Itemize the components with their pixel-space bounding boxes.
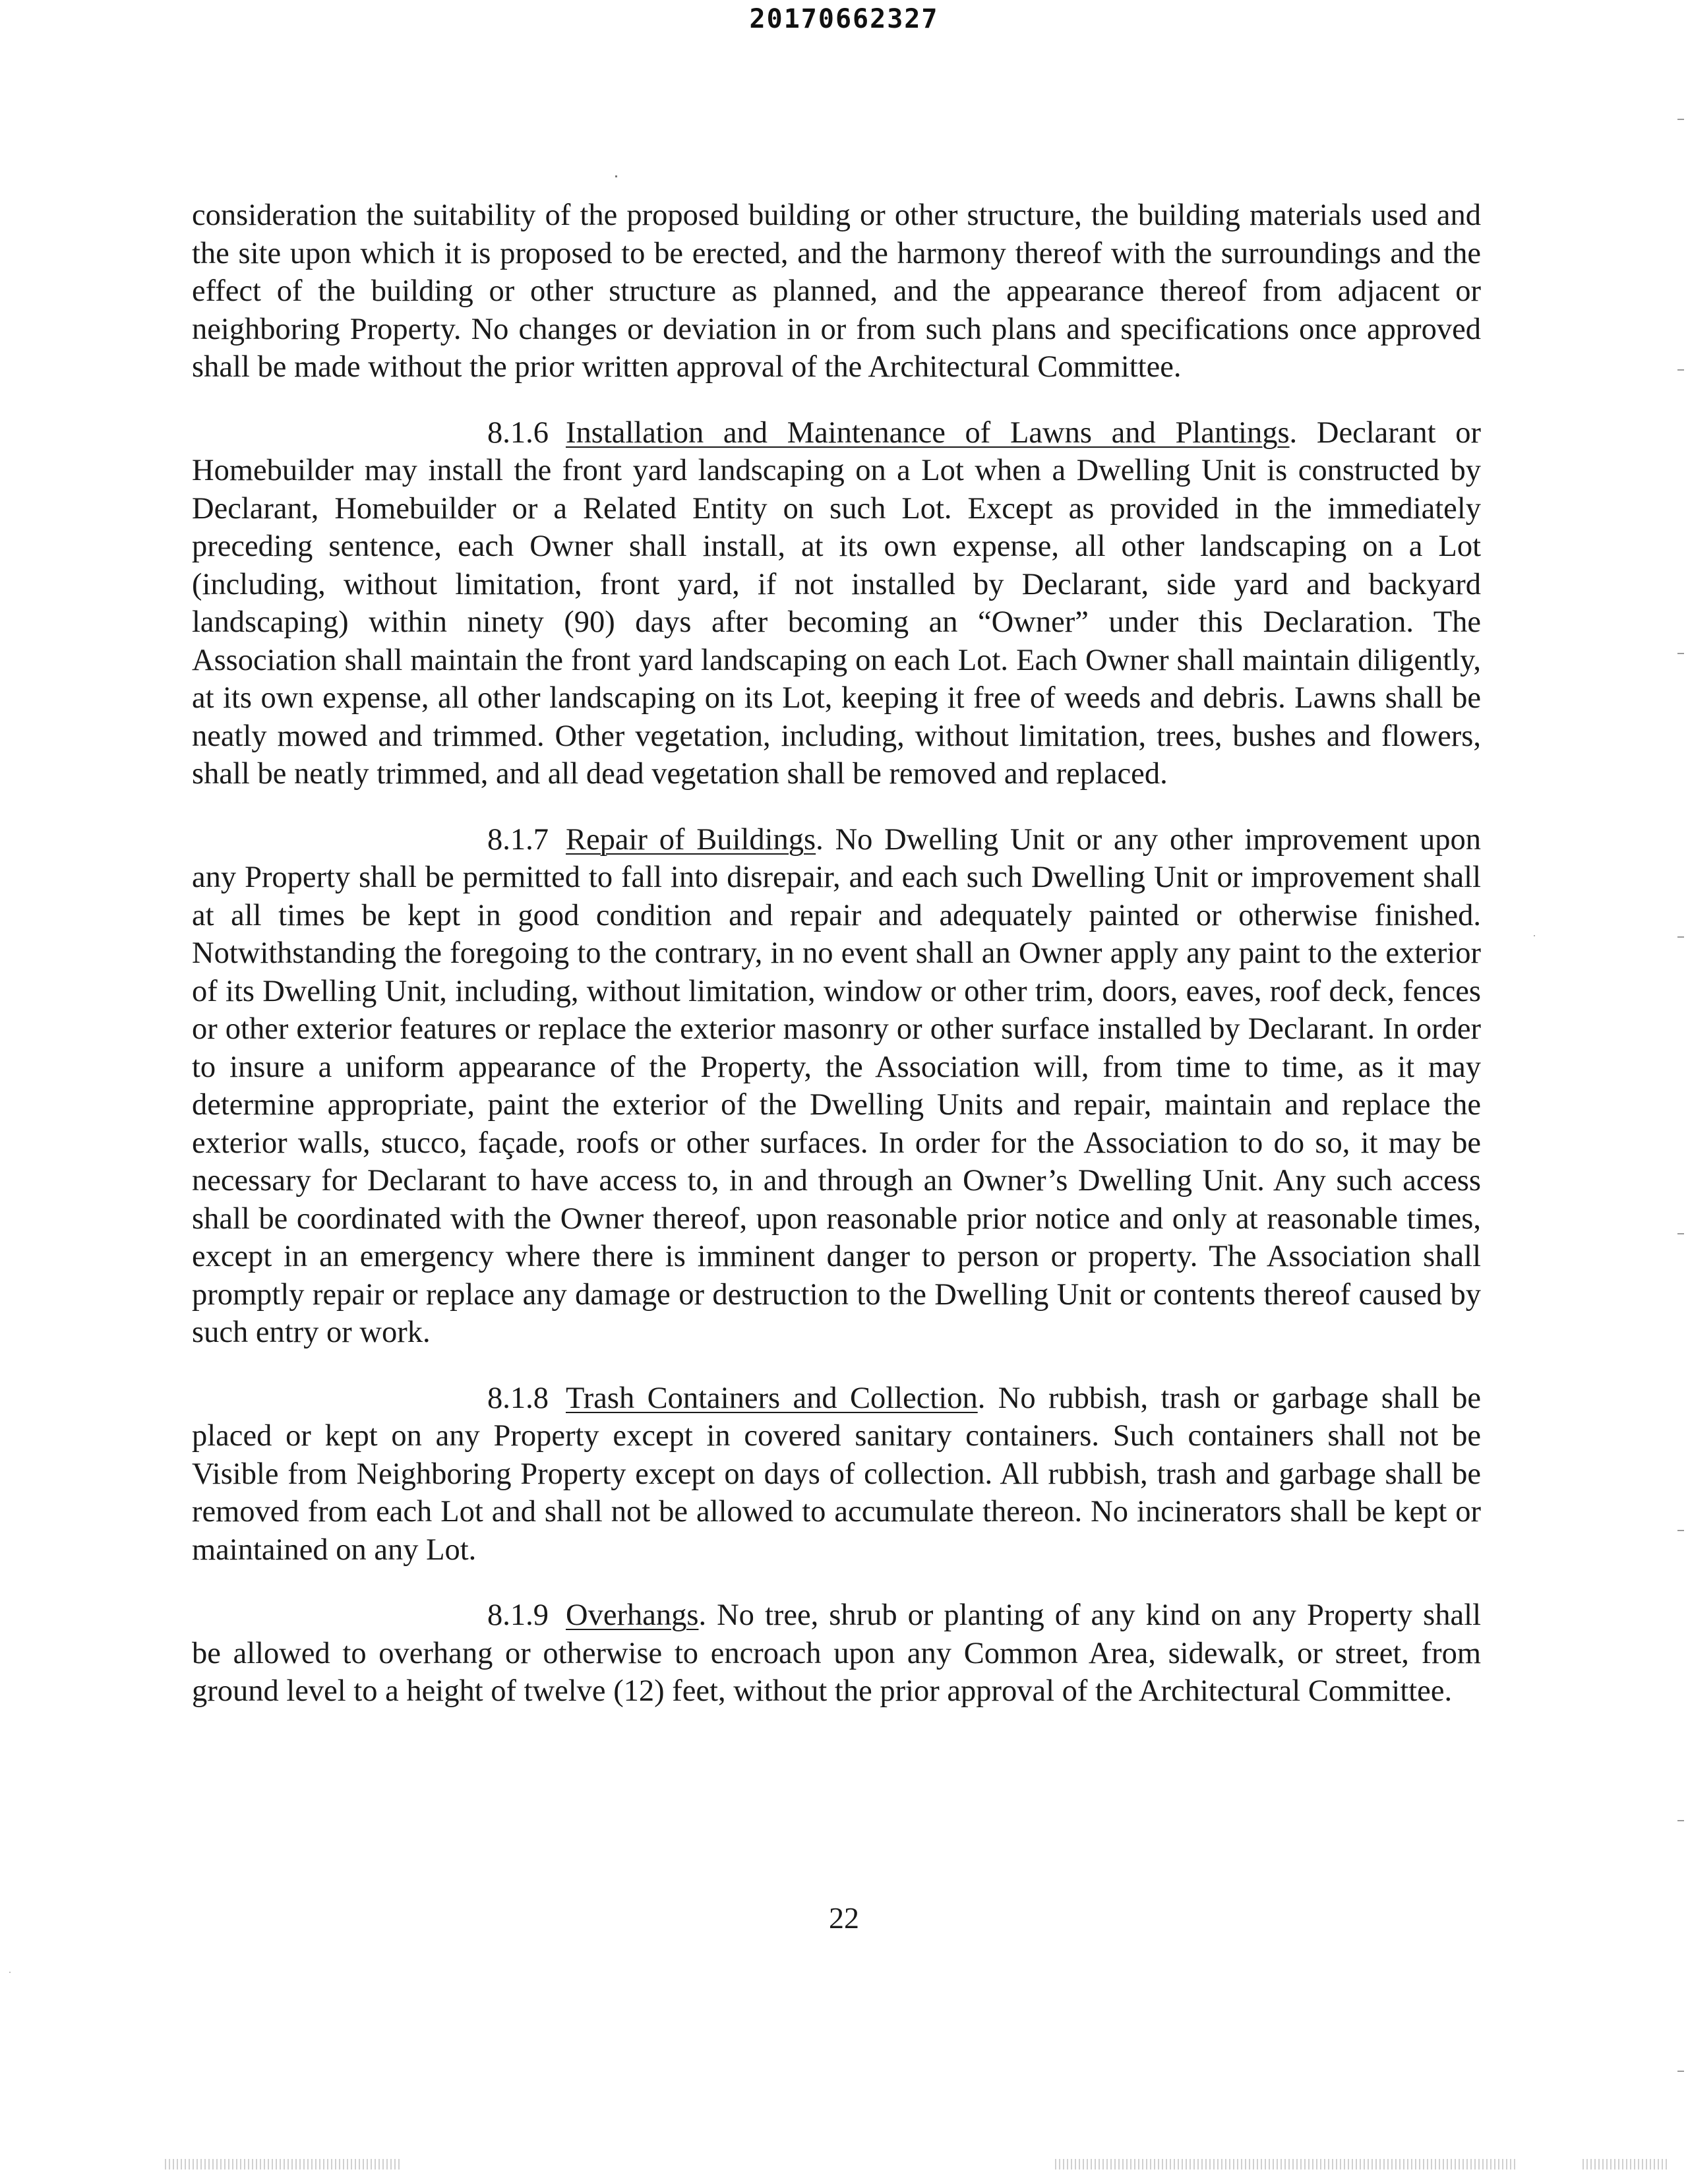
scan-noise <box>165 2159 402 2169</box>
section-title: Repair of Buildings <box>566 822 816 857</box>
document-number: 20170662327 <box>749 4 939 34</box>
page-number: 22 <box>829 1901 859 1935</box>
section-8-1-8: 8.1.8 Trash Containers and Collection. No rubbish, trash or garbage shall be placed or kept on any Property except in covered sanitary containers. Such containers shall not be Visible from Neighboring Property except on days of collection. All rubbish, trash and garbage shall be removed from each Lot and shall not be allowed to accumulate thereon. No incinerators shall be kept or maintained on any Lot. <box>192 1380 1481 1569</box>
section-number: 8.1.6 <box>487 415 549 450</box>
scan-speck <box>9 1972 11 1973</box>
document-body <box>192 197 1481 1738</box>
section-8-1-9: 8.1.9 Overhangs. No tree, shrub or planting of any kind on any Property shall be allowed to overhang or otherwise to encroach upon any Common Area, sidewalk, or street, from ground level to a height of twelve (12) feet, without the prior approval of the Architectural Committee. <box>192 1596 1481 1711</box>
section-text: No tree, shrub or planting of any kind on any Property shall be allowed to overhang or otherwise to encroach upon any Common Area, sidewalk, or street, from ground level to a height of twelve (12) feet, without the prior approval of the Architectural Committee. <box>192 1598 1481 1708</box>
section-number: 8.1.9 <box>487 1598 549 1632</box>
section-number: 8.1.7 <box>487 822 549 857</box>
section-text: No Dwelling Unit or any other improvement upon any Property shall be permitted to fall into disrepair, and each such Dwelling Unit or improvement shall at all times be kept in good condition and repair and adequately painted or otherwise finished. Notwithstanding the foregoing to the contrary, in no event shall an Owner apply any paint to the exterior of its Dwelling Unit, including, without limitation, window or other trim, doors, eaves, roof deck, fences or other exterior features or replace the exterior masonry or other surface installed by Declarant. In order to insure a uniform appearance of the Property, the Association will, from time to time, as it may determine appropriate, paint the exterior of the Dwelling Units and repair, maintain and replace the exterior walls, stucco, façade, roofs or other surfaces. In order for the Association to do so, it may be necessary for Declarant to have access to, in and through an Owner’s Dwelling Unit. Any such access shall be coordinated with the Owner thereof, upon reasonable prior notice and only at reasonable times, except in an emergency where there is imminent danger to person or property. The Association shall promptly repair or replace any damage or destruction to the Dwelling Unit or contents thereof caused by such entry or work. <box>192 822 1482 1349</box>
scan-noise <box>1582 2159 1668 2169</box>
scan-edge-marks <box>1673 0 1688 2184</box>
scan-noise <box>1055 2159 1517 2169</box>
section-8-1-6: 8.1.6 Installation and Maintenance of Lawns and Plantings. Declarant or Homebuilder may install the front yard landscaping on a Lot when a Dwelling Unit is constructed by Declarant, Homebuilder or a Related Entity on such Lot. Except as provided in the immediately preceding sentence, each Owner shall install, at its own expense, all other landscaping on a Lot (including, without limitation, front yard, if not installed by Declarant, side yard and backyard landscaping) within ninety (90) days after becoming an “Owner” under this Declaration. The Association shall maintain the front yard landscaping on each Lot. Each Owner shall maintain diligently, at its own expense, all other landscaping on its Lot, keeping it free of weeds and debris. Lawns shall be neatly mowed and trimmed. Other vegetation, including, without limitation, trees, bushes and flowers, shall be neatly trimmed, and all dead vegetation shall be removed and replaced. <box>192 414 1481 793</box>
section-8-1-7: 8.1.7 Repair of Buildings. No Dwelling Unit or any other improvement upon any Property shall be permitted to fall into disrepair, and each such Dwelling Unit or improvement shall at all times be kept in good condition and repair and adequately painted or otherwise finished. Notwithstanding the foregoing to the contrary, in no event shall an Owner apply any paint to the exterior of its Dwelling Unit, including, without limitation, window or other trim, doors, eaves, roof deck, fences or other exterior features or replace the exterior masonry or other surface installed by Declarant. In order to insure a uniform appearance of the Property, the Association will, from time to time, as it may determine appropriate, paint the exterior of the Dwelling Units and repair, maintain and replace the exterior walls, stucco, façade, roofs or other surfaces. In order for the Association to do so, it may be necessary for Declarant to have access to, in and through an Owner’s Dwelling Unit. Any such access shall be coordinated with the Owner thereof, upon reasonable prior notice and only at reasonable times, except in an emergency where there is imminent danger to person or property. The Association shall promptly repair or replace any damage or destruction to the Dwelling Unit or contents thereof caused by such entry or work. <box>192 821 1481 1352</box>
scan-speck <box>615 175 617 177</box>
section-title: Installation and Maintenance of Lawns and Plantings <box>566 415 1290 450</box>
section-number: 8.1.8 <box>487 1381 549 1415</box>
section-title: Overhangs <box>566 1598 699 1632</box>
intro-paragraph: consideration the suitability of the proposed building or other structure, the building materials used and the site upon which it is proposed to be erected, and the harmony thereof with the surroundings and the effect of the building or other structure as planned, and the appearance thereof from adjacent or neighboring Property. No changes or deviation in or from such plans and specifications once approved shall be made without the prior written approval of the Architectural Committee. <box>192 198 1481 384</box>
section-text: Declarant or Homebuilder may install the front yard landscaping on a Lot when a Dwelling Unit is constructed by Declarant, Homebuilder or a Related Entity on such Lot. Except as provided in the immediately preceding sentence, each Owner shall install, at its own expense, all other landscaping on a Lot (including, without limitation, front yard, if not installed by Declarant, side yard and backyard landscaping) within ninety (90) days after becoming an “Owner” under this Declaration. The Association shall maintain the front yard landscaping on each Lot. Each Owner shall maintain diligently, at its own expense, all other landscaping on its Lot, keeping it free of weeds and debris. Lawns shall be neatly mowed and trimmed. Other vegetation, including, without limitation, trees, bushes and flowers, shall be neatly trimmed, and all dead vegetation shall be removed and replaced. <box>192 415 1481 791</box>
section-text: No rubbish, trash or garbage shall be placed or kept on any Property except in covered sanitary containers. Such containers shall not be Visible from Neighboring Property except on days of collection. All rubbish, trash and garbage shall be removed from each Lot and shall not be allowed to accumulate thereon. No incinerators shall be kept or maintained on any Lot. <box>192 1381 1481 1567</box>
scan-speck <box>1534 935 1535 936</box>
section-title: Trash Containers and Collection <box>566 1381 978 1415</box>
